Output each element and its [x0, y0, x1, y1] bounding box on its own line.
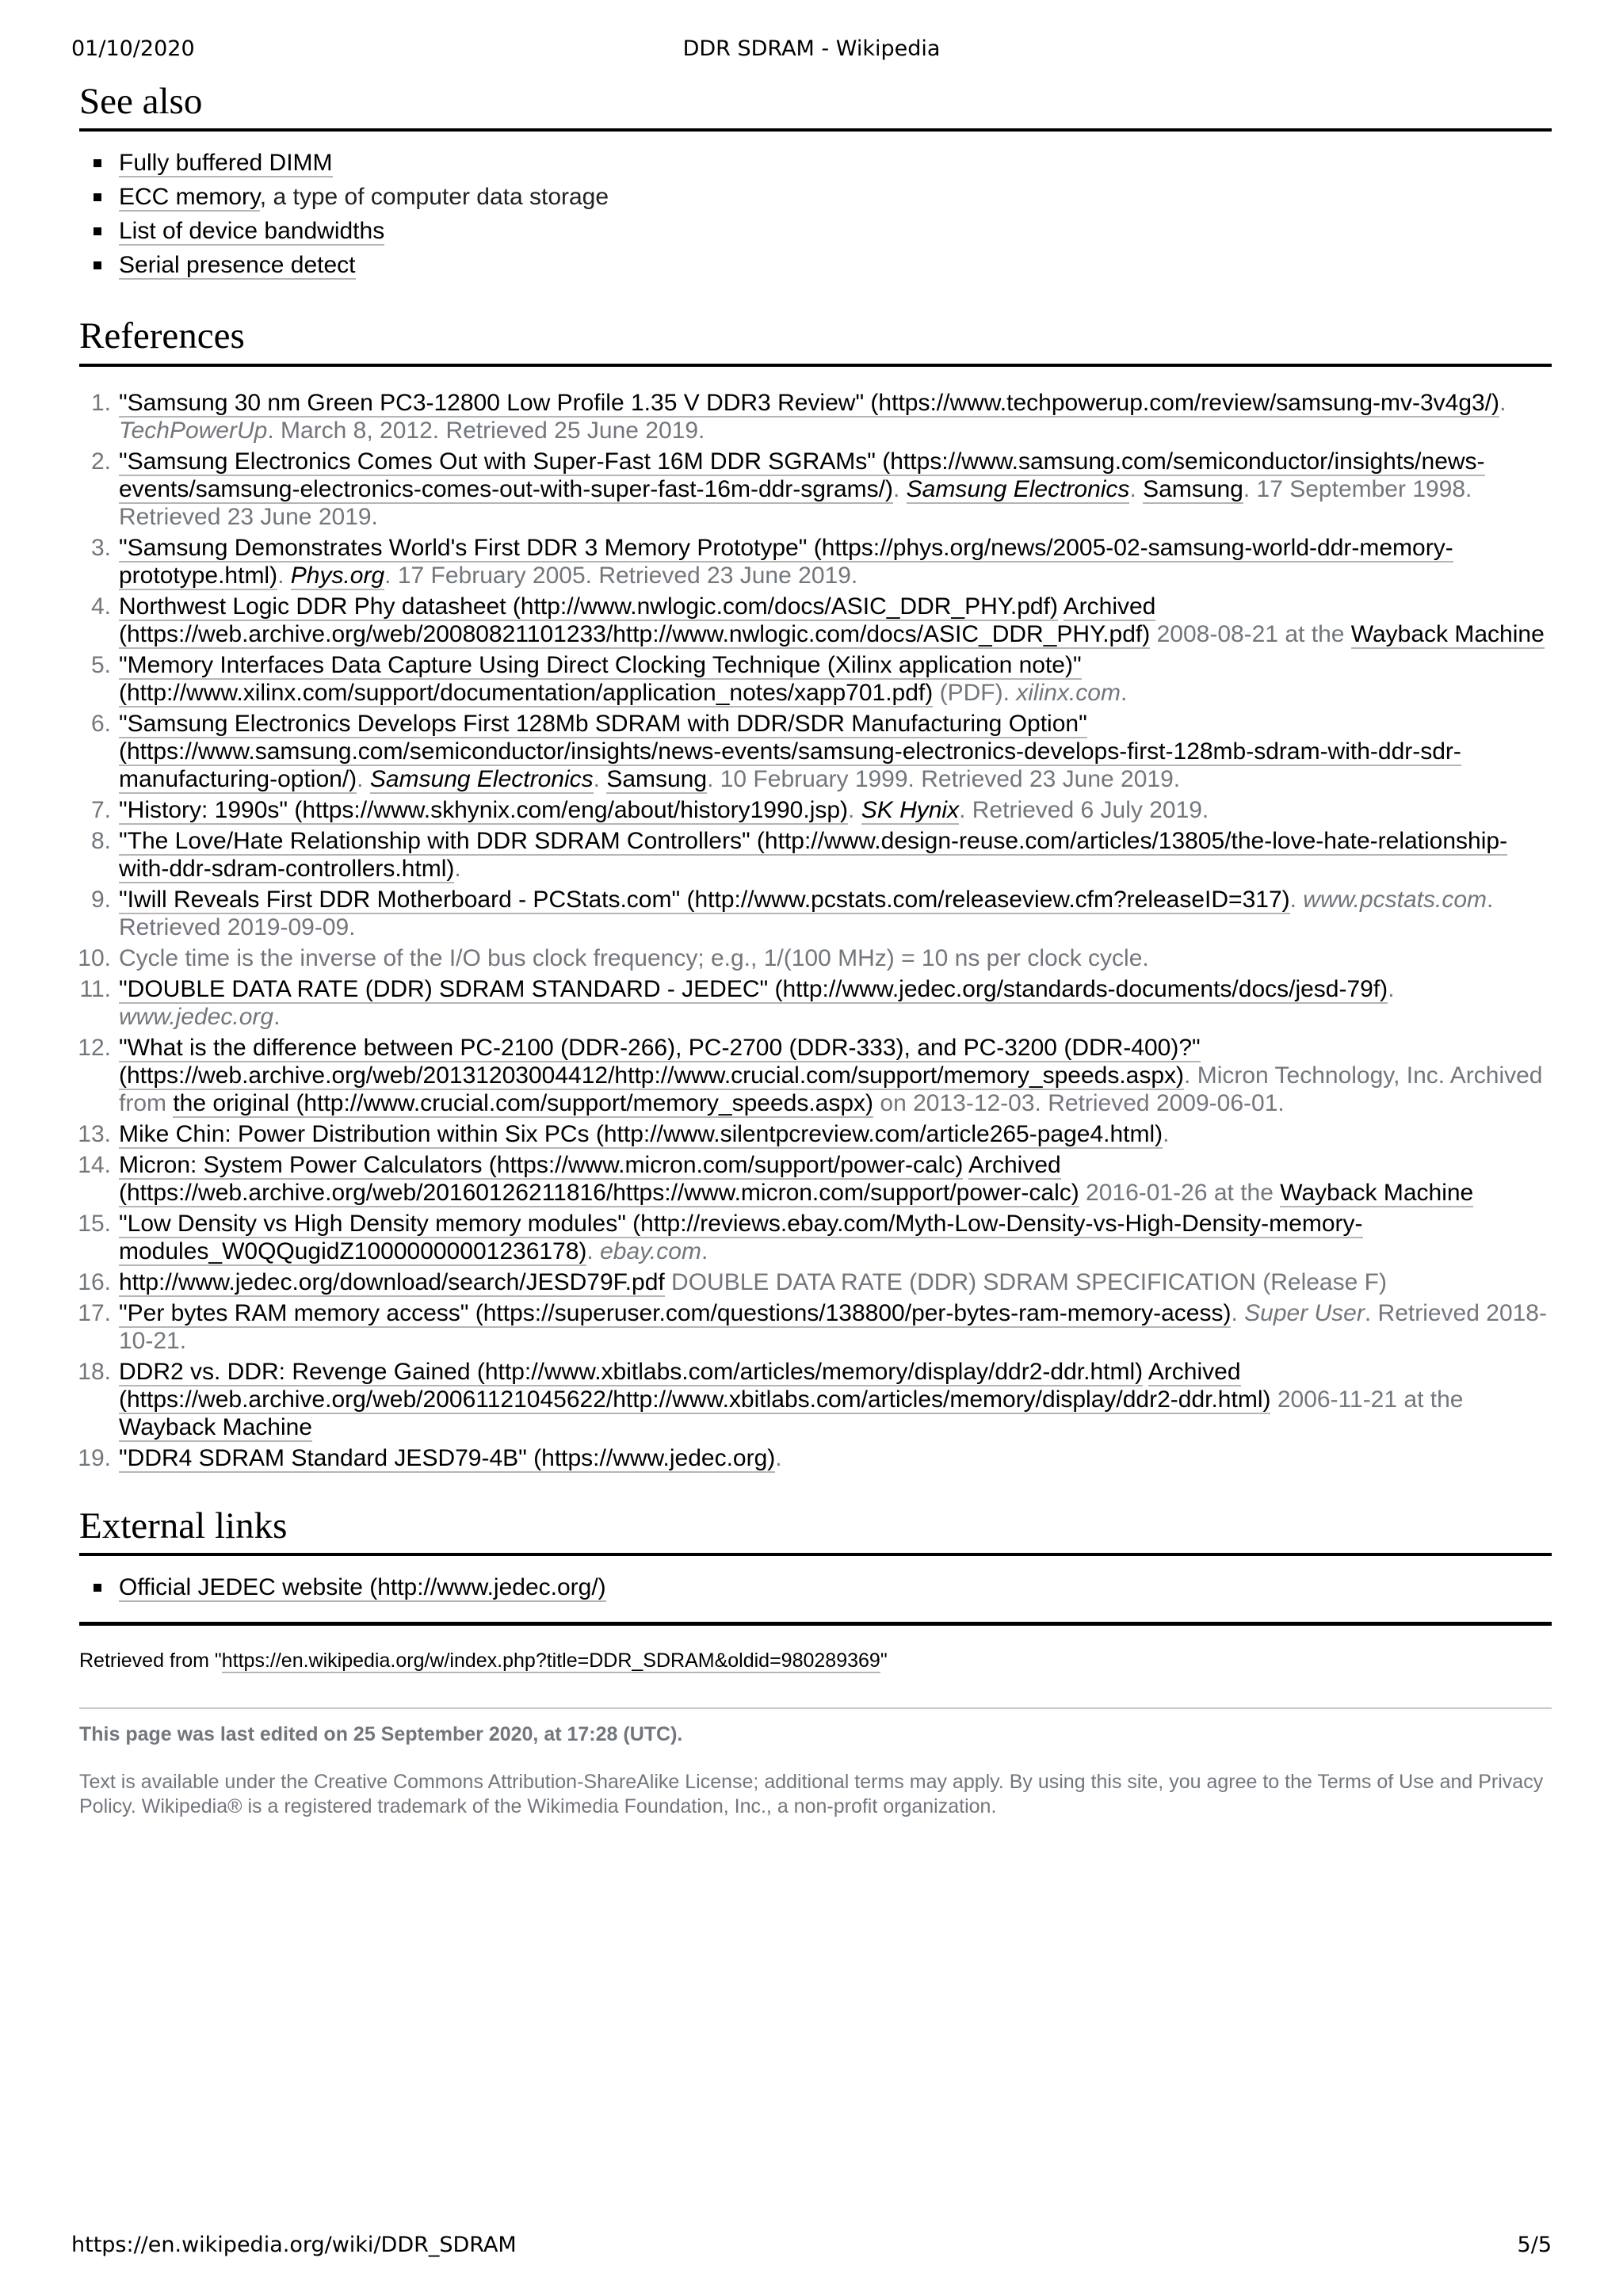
list-item: [119, 248, 1552, 282]
list-item: [119, 146, 1552, 180]
list-item-link[interactable]: List of device bandwidths: [119, 218, 385, 245]
reference-text: .: [273, 1003, 281, 1030]
reference-item: [79, 1210, 1552, 1265]
reference-link[interactable]: "Memory Interfaces Data Capture Using Direct Clocking Technique (Xilinx application note)" (http://www.xilinx.com/support/documentation/application_notes/xapp701.pdf): [119, 651, 1082, 706]
retrieved-from: [79, 1650, 1552, 1672]
reference-item: [79, 1299, 1552, 1355]
reference-source: Super User: [1244, 1299, 1365, 1326]
reference-item: [79, 1151, 1552, 1207]
reference-item: [79, 1034, 1552, 1117]
reference-link[interactable]: Northwest Logic DDR Phy datasheet (http://www.nwlogic.com/docs/ASIC_DDR_PHY.pdf): [119, 593, 1058, 620]
reference-number: 10 .: [71, 944, 111, 972]
reference-link[interactable]: Samsung: [1143, 475, 1243, 502]
permanent-link[interactable]: https://en.wikipedia.org/w/index.php?title=DDR_SDRAM&oldid=980289369: [221, 1650, 880, 1672]
reference-publisher-text: SK Hynix: [861, 796, 960, 823]
reference-text: [963, 1152, 968, 1178]
reference-number: 14 .: [71, 1151, 111, 1179]
reference-number: 4 .: [71, 593, 111, 620]
reference-link[interactable]: "Low Density vs High Density memory modules" (http://reviews.ebay.com/Myth-Low-Density-vs-High-Density-memory-modules_W0QQugidZ10000000001236178): [119, 1210, 1363, 1264]
reference-text: .: [1499, 389, 1507, 416]
reference-text: .: [1231, 1299, 1245, 1326]
reference-item: [79, 1444, 1552, 1472]
reference-item: [79, 827, 1552, 883]
reference-link[interactable]: the original (http://www.crucial.com/support/memory_speeds.aspx): [173, 1089, 874, 1116]
reference-link[interactable]: Mike Chin: Power Distribution within Six PCs (http://www.silentpcreview.com/article265-page4.html): [119, 1120, 1163, 1147]
reference-number: 5 .: [71, 651, 111, 679]
reference-text: 2006-11-21 at the: [1270, 1386, 1464, 1413]
print-footer: [71, 2233, 1552, 2264]
reference-number: 16 .: [71, 1268, 111, 1296]
reference-link[interactable]: "History: 1990s" (https://www.skhynix.com/eng/about/history1990.jsp): [119, 796, 849, 823]
reference-publisher-text: Samsung Electronics: [369, 765, 594, 792]
reference-number: 6 .: [71, 710, 111, 738]
list-item-text: , a type of computer data storage: [259, 184, 609, 211]
reference-source: www.pcstats.com: [1303, 886, 1487, 913]
reference-text: .: [1163, 1120, 1170, 1147]
footer-divider: [79, 1707, 1552, 1709]
list-item-link[interactable]: Official JEDEC website (http://www.jedec.org/): [119, 1574, 606, 1601]
reference-number: 18 .: [71, 1358, 111, 1386]
reference-link[interactable]: Wayback Machine: [1280, 1179, 1474, 1206]
reference-link[interactable]: "Samsung Electronics Develops First 128Mb SDRAM with DDR/SDR Manufacturing Option" (https://www.samsung.com/semiconductor/insights/news-events/samsung-electronics-develops-first-128mb-sdram-with-ddr-sdr-manufacturing-option/): [119, 710, 1461, 792]
reference-link[interactable]: Archived (https://web.archive.org/web/20080821101233/http://www.nwlogic.com/docs/ASIC_DDR_PHY.pdf): [119, 593, 1156, 647]
print-date: 01/10/2020: [71, 36, 195, 61]
reference-link[interactable]: "Samsung 30 nm Green PC3-12800 Low Profile 1.35 V DDR3 Review" (https://www.techpowerup.com/review/samsung-mv-3v4g3/): [119, 389, 1500, 416]
reference-item: [79, 651, 1552, 707]
reference-number: 2 .: [71, 448, 111, 475]
list-item-link[interactable]: ECC memory: [119, 184, 260, 211]
reference-text: (PDF).: [933, 679, 1017, 706]
reference-number: 12 .: [71, 1034, 111, 1062]
reference-item: [79, 975, 1552, 1031]
reference-text: . March 8, 2012. Retrieved 25 June 2019.: [267, 417, 705, 444]
reference-text: .: [277, 562, 291, 589]
reference-text: . 17 February 2005. Retrieved 23 June 2019.: [384, 562, 858, 589]
reference-item: [79, 389, 1552, 444]
reference-number: 3 .: [71, 534, 111, 562]
reference-publisher-link[interactable]: [291, 563, 384, 590]
reference-text: [1058, 593, 1064, 620]
reference-number: 11 .: [71, 975, 111, 1003]
reference-text: . Retrieved 2019-09-09.: [119, 886, 1494, 940]
reference-link[interactable]: "Samsung Electronics Comes Out with Super-Fast 16M DDR SGRAMs" (https://www.samsung.com/semiconductor/insights/news-events/samsung-electronics-comes-out-with-super-fast-16m-ddr-sgrams/): [119, 448, 1485, 502]
reference-number: 8 .: [71, 827, 111, 855]
reference-link[interactable]: Samsung: [606, 765, 708, 792]
reference-link[interactable]: "Iwill Reveals First DDR Motherboard - PCStats.com" (http://www.pcstats.com/releaseview.cfm?releaseID=317): [119, 886, 1290, 913]
reference-link[interactable]: "Per bytes RAM memory access" (https://superuser.com/questions/138800/per-bytes-ram-memory-acess): [119, 1299, 1232, 1326]
reference-source: www.jedec.org: [119, 1003, 274, 1030]
reference-text: DOUBLE DATA RATE (DDR) SDRAM SPECIFICATION (Release F): [664, 1268, 1387, 1295]
reference-item: [79, 710, 1552, 793]
print-header: [71, 36, 1552, 68]
reference-item: [79, 944, 1552, 972]
reference-text: .: [1120, 679, 1128, 706]
reference-text: . Retrieved 6 July 2019.: [959, 796, 1209, 823]
reference-text: .: [892, 475, 907, 502]
reference-link[interactable]: Wayback Machine: [119, 1413, 312, 1440]
reference-text: .: [848, 796, 861, 823]
see-also-list: [79, 146, 1552, 282]
reference-text: .: [586, 1238, 601, 1264]
reference-link[interactable]: http://www.jedec.org/download/search/JESD79F.pdf: [119, 1268, 665, 1295]
reference-publisher-link[interactable]: [861, 797, 959, 825]
references-list: [79, 389, 1552, 1472]
reference-number: 15 .: [71, 1210, 111, 1238]
print-page-number: 5/5: [1517, 2233, 1552, 2257]
reference-item: [79, 448, 1552, 531]
reference-text: . Micron Technology, Inc. Archived from: [119, 1062, 1543, 1116]
reference-item: [79, 1268, 1552, 1296]
see-also-heading: See also: [79, 79, 1552, 132]
reference-text: [1143, 1359, 1148, 1385]
list-item: [119, 180, 1552, 214]
list-item-link[interactable]: Fully buffered DIMM: [119, 150, 333, 177]
reference-text: .: [775, 1444, 782, 1471]
reference-publisher-link[interactable]: [370, 766, 594, 794]
reference-text: .: [1388, 975, 1395, 1002]
reference-item: [79, 1358, 1552, 1441]
reference-text: .: [1129, 475, 1144, 502]
reference-link[interactable]: Wayback Machine: [1350, 620, 1545, 647]
reference-item: [79, 1120, 1552, 1148]
reference-source: xilinx.com: [1016, 679, 1121, 706]
external-links-list: [79, 1570, 1552, 1604]
article-content: [79, 79, 1552, 1819]
reference-text: . Retrieved 2018-10-21.: [119, 1299, 1547, 1354]
list-item: [119, 214, 1552, 248]
reference-number: 7 .: [71, 796, 111, 824]
license-notice: Text is available under the Creative Commons Attribution-ShareAlike License; additional terms may apply. By using this site, you agree to the Terms of Use and Privacy Policy. Wikipedia® is a registered trademark of the Wikimedia Foundation, Inc., a non-profit organization.: [79, 1771, 1544, 1818]
last-edited-notice: This page was last edited on 25 September 2020, at 17:28 (UTC).: [79, 1723, 683, 1746]
reference-item: [79, 886, 1552, 941]
reference-item: [79, 593, 1552, 648]
reference-source: ebay.com: [600, 1238, 701, 1264]
reference-text: . 17 September 1998. Retrieved 23 June 2019.: [119, 475, 1472, 530]
reference-number: 13 .: [71, 1120, 111, 1148]
reference-text: .: [701, 1238, 708, 1264]
reference-text: .: [454, 855, 461, 882]
reference-publisher-text: Samsung Electronics: [906, 475, 1130, 502]
reference-item: [79, 796, 1552, 824]
reference-text: .: [357, 765, 370, 792]
list-item: [119, 1570, 1552, 1604]
reference-text: 2008-08-21 at the: [1150, 620, 1351, 647]
reference-publisher-text: Phys.org: [290, 562, 385, 589]
print-page-title: DDR SDRAM - Wikipedia: [682, 36, 941, 61]
reference-link[interactable]: Archived (https://web.archive.org/web/20061121045622/http://www.xbitlabs.com/articles/memory/display/ddr2-ddr.html): [119, 1358, 1271, 1413]
reference-link[interactable]: "Samsung Demonstrates World's First DDR 3 Memory Prototype" (https://phys.org/news/2005-02-samsung-world-ddr-memory-prototype.html): [119, 534, 1453, 589]
reference-link[interactable]: "What is the difference between PC-2100 (DDR-266), PC-2700 (DDR-333), and PC-3200 (DDR-400)?" (https://web.archive.org/web/20131203004412/http://www.crucial.com/support/memory_speeds.aspx): [119, 1034, 1201, 1089]
content-end-divider: [79, 1622, 1552, 1626]
reference-item: [79, 534, 1552, 589]
reference-link[interactable]: DDR2 vs. DDR: Revenge Gained (http://www.xbitlabs.com/articles/memory/display/ddr2-ddr.html): [119, 1358, 1144, 1385]
reference-text: 2016-01-26 at the: [1079, 1179, 1281, 1206]
reference-number: 1 .: [71, 389, 111, 417]
references-heading: References: [79, 314, 1552, 366]
print-url: https://en.wikipedia.org/wiki/DDR_SDRAM: [71, 2233, 517, 2257]
reference-link[interactable]: "DDR4 SDRAM Standard JESD79-4B" (https://www.jedec.org): [119, 1444, 776, 1471]
retrieved-prefix: Retrieved from ": [79, 1650, 222, 1672]
reference-number: 19 .: [71, 1444, 111, 1472]
reference-link[interactable]: Micron: System Power Calculators (https://www.micron.com/support/power-calc): [119, 1151, 964, 1178]
reference-source: TechPowerUp: [119, 417, 268, 444]
reference-number: 9 .: [71, 886, 111, 913]
reference-text: . 10 February 1999. Retrieved 23 June 2019.: [707, 765, 1181, 792]
list-item-link[interactable]: Serial presence detect: [119, 252, 356, 279]
reference-publisher-link[interactable]: [907, 476, 1130, 504]
reference-text: Cycle time is the inverse of the I/O bus clock frequency; e.g., 1/(100 MHz) = 10 ns per clock cycle.: [119, 944, 1149, 971]
external-links-heading: External links: [79, 1504, 1552, 1556]
reference-link[interactable]: "The Love/Hate Relationship with DDR SDRAM Controllers" (http://www.design-reuse.com/articles/13805/the-love-hate-relationship-with-ddr-sdram-controllers.html): [119, 827, 1508, 882]
reference-number: 17 .: [71, 1299, 111, 1327]
reference-text: on 2013-12-03. Retrieved 2009-06-01.: [873, 1089, 1285, 1116]
reference-link[interactable]: Archived (https://web.archive.org/web/20160126211816/https://www.micron.com/support/power-calc): [119, 1151, 1079, 1206]
reference-text: .: [593, 765, 607, 792]
reference-text: .: [1289, 886, 1304, 913]
retrieved-suffix: ": [880, 1650, 888, 1672]
reference-link[interactable]: "DOUBLE DATA RATE (DDR) SDRAM STANDARD - JEDEC" (http://www.jedec.org/standards-documents/docs/jesd-79f): [119, 975, 1388, 1002]
